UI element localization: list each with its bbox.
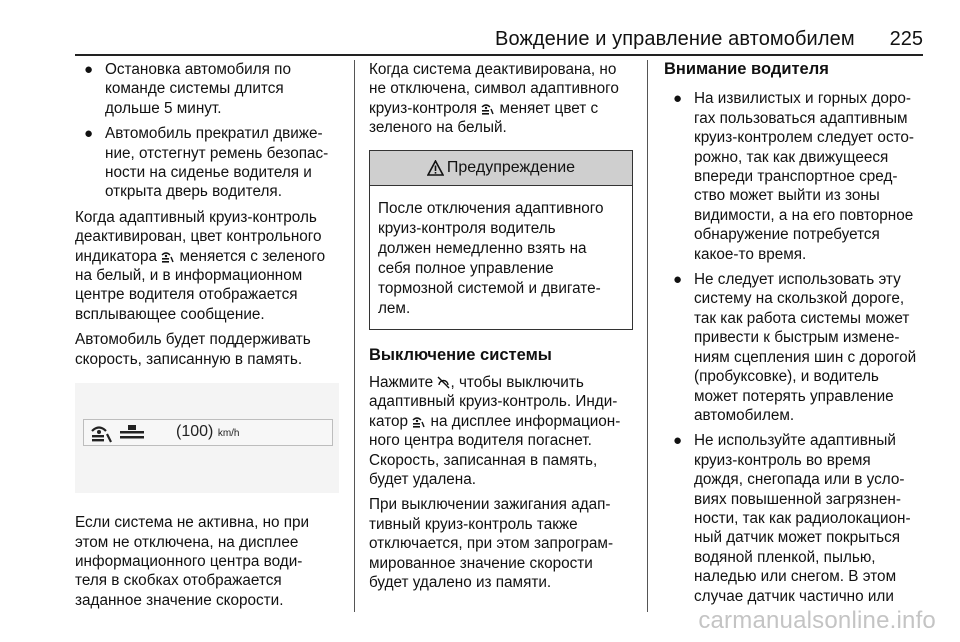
column-left <box>75 60 345 616</box>
page-header <box>75 26 923 56</box>
column-divider <box>354 60 355 612</box>
display-bar <box>83 419 333 446</box>
paragraph: Когда система деактивирована, но не отключена, символ адаптивного круиз-контроля меняет цвет с зеленого на белый. <box>369 61 619 137</box>
list-item: ● Автомобиль прекратил движе- ние, отстегнут ремень безопас- ности на сиденье водителя и открыта дверь водителя. <box>84 125 329 201</box>
column-right <box>664 60 934 612</box>
page-number: 225 <box>889 28 923 50</box>
paragraph: Если система не активна, но при этом не отключена, на дисплее информационного центра води- теля в скобках отображается заданное значение скорости. <box>75 514 310 609</box>
bullet-dot: ● <box>84 125 94 143</box>
adaptive-cruise-icon <box>481 102 495 115</box>
list-item: ● Не используйте адаптивный круиз-контроль во время дождя, снегопада или в усло- виях повышенной загрязнен- ности, так как радиолокацион- ный датчик может покрыться водяной пленкой, пылью, наледью или снегом. В этом случае датчик частично или <box>673 432 911 605</box>
section-title: Выключение системы <box>369 345 552 364</box>
watermark: carmanualsonline.info <box>698 607 936 634</box>
list-item: ● Остановка автомобиля по команде системы длится дольше 5 минут. <box>84 61 291 117</box>
display-speed-value: (100) km/h <box>176 423 240 441</box>
paragraph: Автомобиль будет поддерживать скорость, записанную в память. <box>75 331 311 368</box>
list-item: ● На извилистых и горных доро- гах пользоваться адаптивным круиз-контролем следует осто- рожно, так как движущееся впереди транспортное сред- ство может выйти из зоны видимости, а на его повторное обнаружение потребуется какое-то время. <box>673 90 915 263</box>
bullet-dot: ● <box>84 61 94 78</box>
adaptive-cruise-icon <box>412 415 426 428</box>
bullet-dot: ● <box>673 271 683 289</box>
warning-text: После отключения адаптивного круиз-контроля водитель должен немедленно взять на себя полное управление тормозной системой и двигате- лем. <box>378 199 604 317</box>
list-item: ● Не следует использовать эту систему на скользкой дороге, так как работа системы может привести к быстрым измене- ниям сцепления шин с дорогой (пробуксовке), и водитель может потерять управление автомобилем. <box>673 271 917 424</box>
warning-box <box>369 150 633 330</box>
warning-header <box>370 151 632 186</box>
column-divider <box>647 60 648 612</box>
warning-title: Предупреждение <box>446 158 576 176</box>
following-distance-icon <box>120 425 144 441</box>
paragraph: Когда адаптивный круиз-контроль деактивирован, цвет контрольного индикатора меняется с зеленого на белый, и в информационном центре водителя отображается всплывающее сообщение. <box>75 208 326 323</box>
bullet-dot: ● <box>673 90 683 108</box>
adaptive-cruise-icon <box>90 423 114 443</box>
column-middle <box>369 60 633 599</box>
cluster-display-illustration <box>75 383 339 493</box>
bullet-dot: ● <box>673 432 683 450</box>
cruise-off-icon <box>437 376 450 389</box>
paragraph: При выключении зажигания адап- тивный круиз-контроль также отключается, при этом запрограм- мированное значение скорости будет удалено из памяти. <box>369 496 614 592</box>
paragraph: Нажмите , чтобы выключить адаптивный круиз-контроль. Инди- катор на дисплее информацион- ного центра водителя погаснет. Скорость, записанная в память, будет удалена. <box>369 374 621 489</box>
warning-triangle-icon <box>427 160 444 176</box>
adaptive-cruise-icon <box>161 250 175 263</box>
page-header-title: Вождение и управление автомобилем <box>495 28 855 50</box>
section-title: Внимание водителя <box>664 60 829 78</box>
